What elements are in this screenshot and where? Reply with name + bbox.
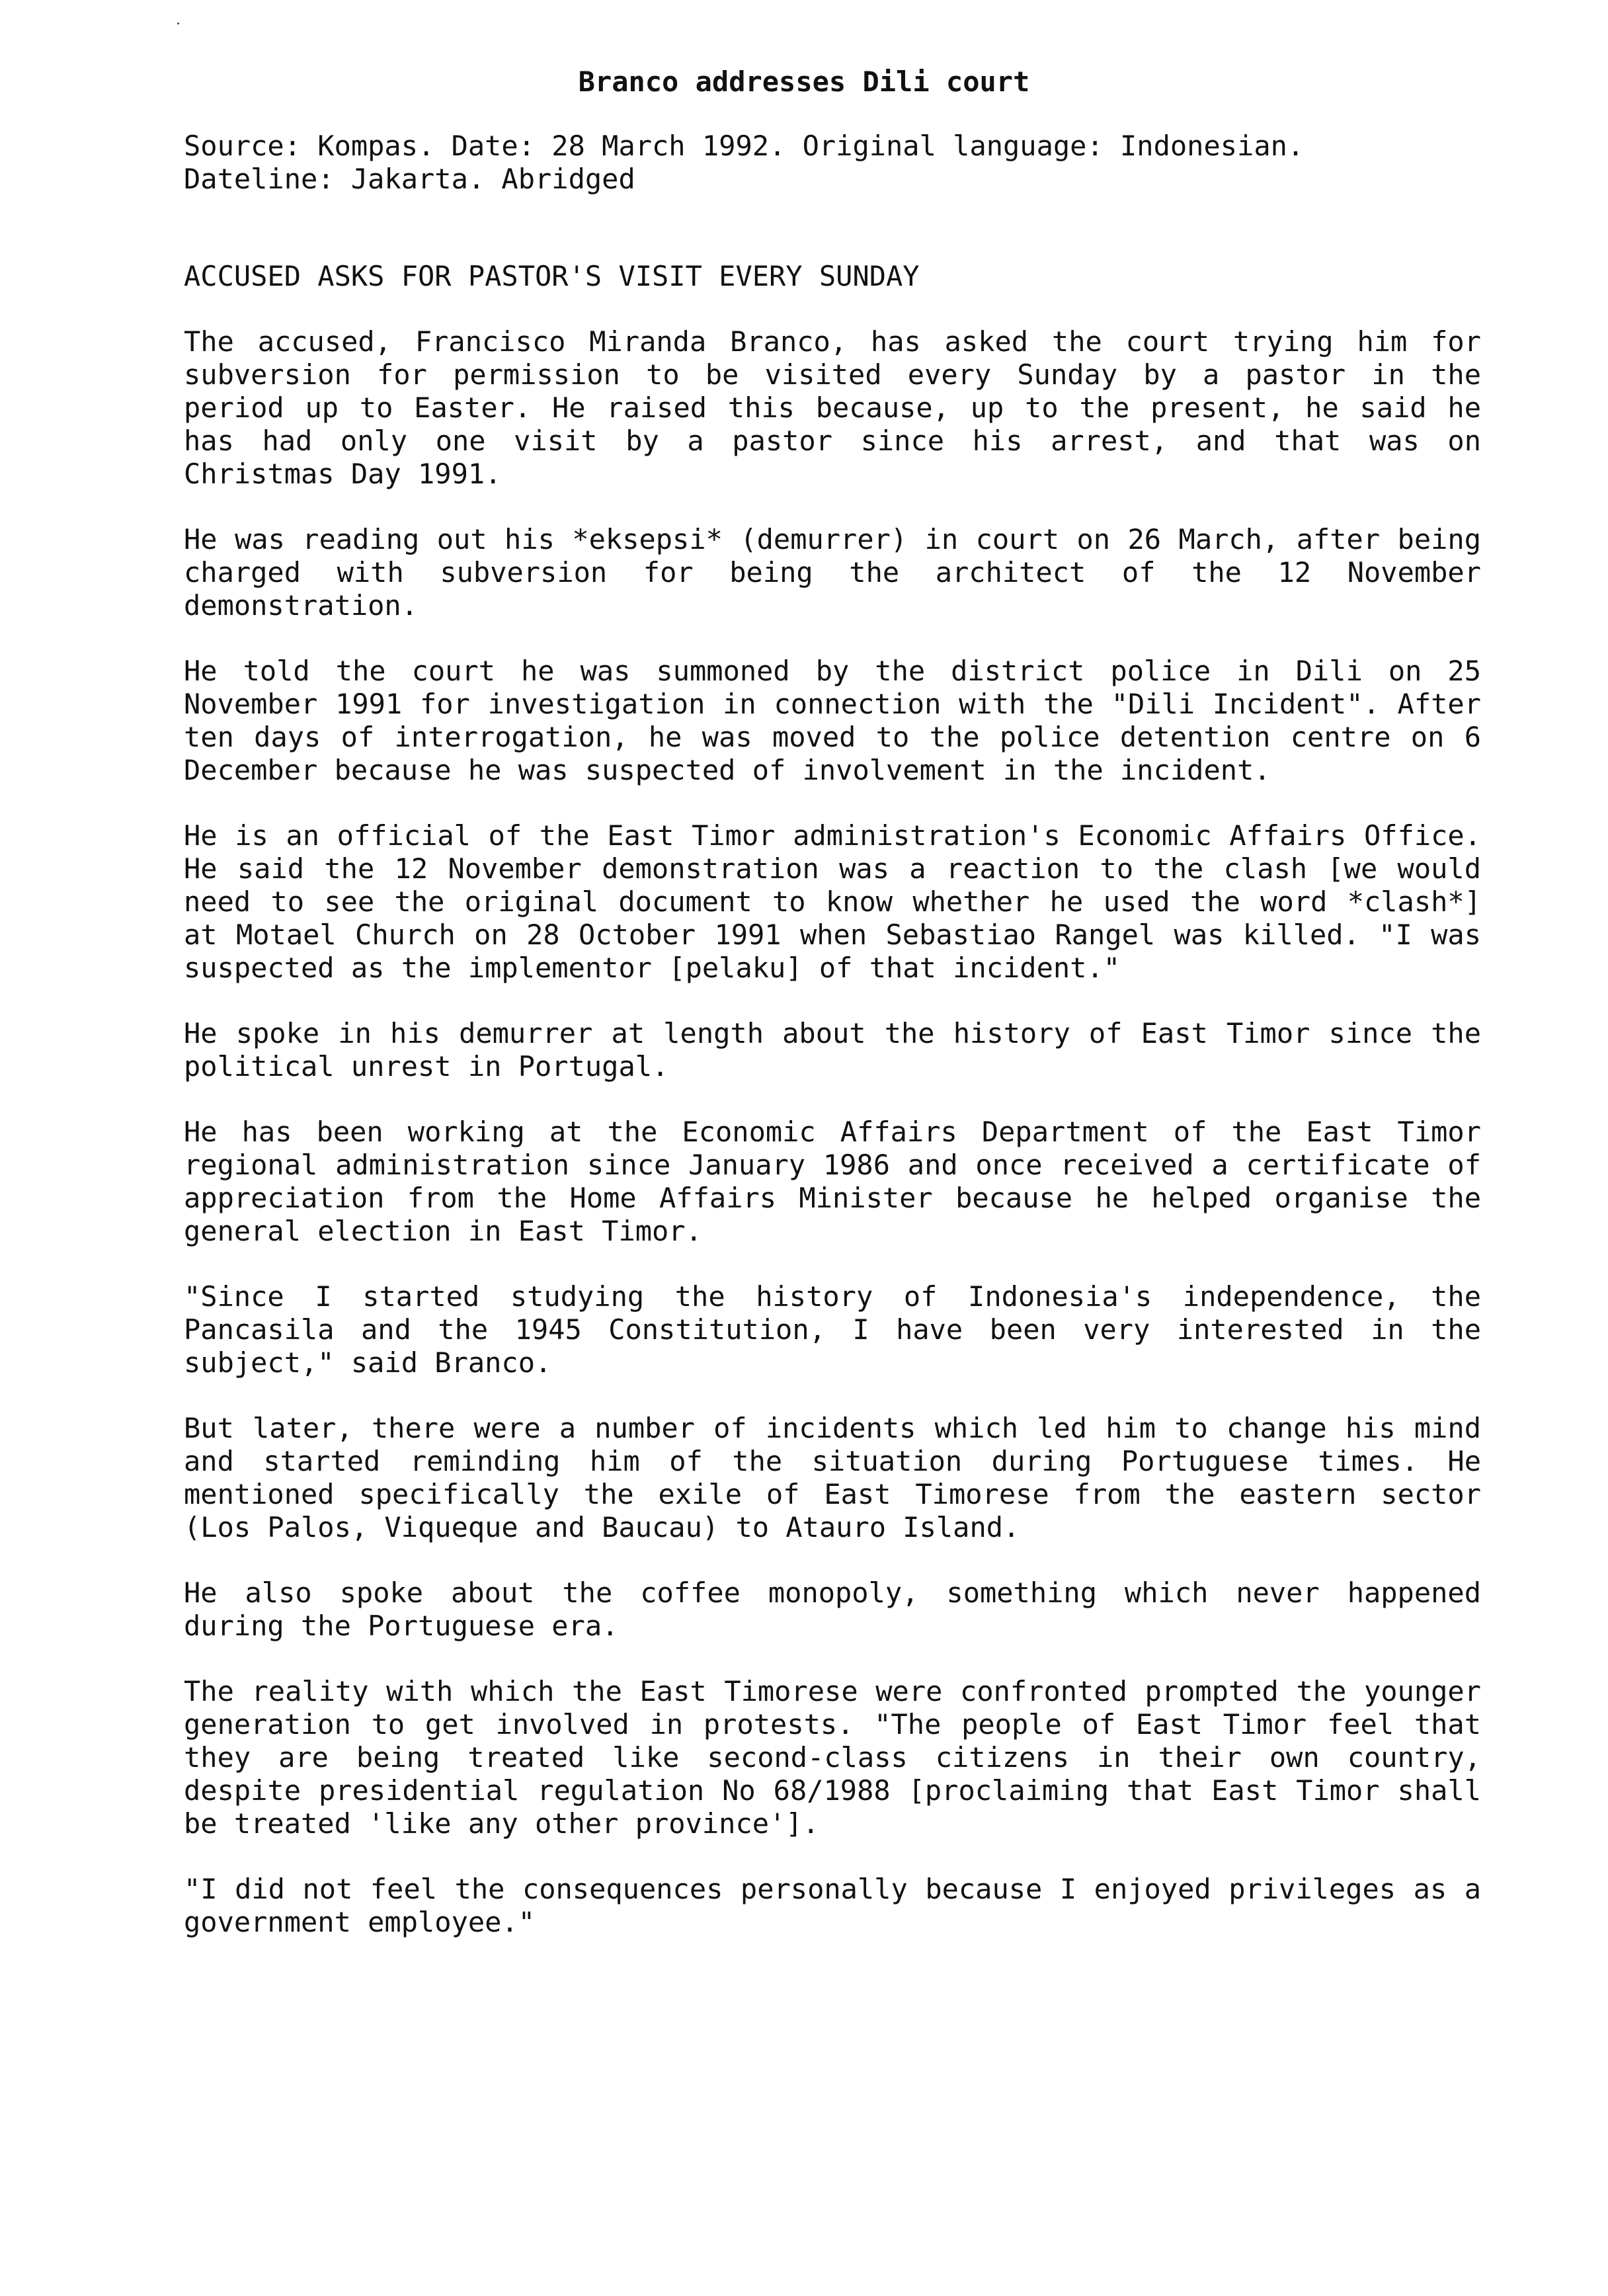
source-line [184,130,1481,196]
document-title: Branco addresses Dili court [578,65,1030,98]
scan-speck [177,22,179,24]
paragraph: But later, there were a number of incidents which led him to change his mind and started reminding him of the situation during Portuguese times. He mentioned specifically the exile of East Timorese from the eastern sector (Los Palos, Viqueque and Baucau) to Atauro Island. [184,1412,1481,1543]
paragraph: He told the court he was summoned by the district police in Dili on 25 November 1991 for investigation in connection with the "Dili Incident". After ten days of interrogation, he was moved to the police detention centre on 6 December because he was suspected of involvement in the incident. [184,655,1481,786]
paragraph: He also spoke about the coffee monopoly, something which never happened during the Portuguese era. [184,1577,1481,1642]
document-body [184,130,1481,1971]
paragraph: "I did not feel the consequences personally because I enjoyed privileges as a government employee." [184,1873,1481,1938]
paragraph: "Since I started studying the history of Indonesia's independence, the Pancasila and the 1945 Constitution, I have been very interested in the subject," said Branco. [184,1280,1481,1379]
source-line-1: Source: Kompas. Date: 28 March 1992. Original language: Indonesian. [184,130,1305,162]
article-heading: ACCUSED ASKS FOR PASTOR'S VISIT EVERY SUNDAY [184,260,920,292]
paragraph: He was reading out his *eksepsi* (demurrer) in court on 26 March, after being charged with subversion for being the architect of the 12 November demonstration. [184,523,1481,622]
source-line-2: Dateline: Jakarta. Abridged [184,163,635,195]
paragraph: He spoke in his demurrer at length about the history of East Timor since the political unrest in Portugal. [184,1017,1481,1083]
paragraph: He has been working at the Economic Affairs Department of the East Timor regional administration since January 1986 and once received a certificate of appreciation from the Home Affairs Minister because he helped organise the general election in East Timor. [184,1116,1481,1247]
paragraph: The accused, Francisco Miranda Branco, has asked the court trying him for subversion for permission to be visited every Sunday by a pastor in the period up to Easter. He raised this because, up to the present, he said he has had only one visit by a pastor since his arrest, and that was on Christmas Day 1991. [184,325,1481,490]
paragraph: He is an official of the East Timor administration's Economic Affairs Office. He said the 12 November demonstration was a reaction to the clash [we would need to see the original document to know whether he used the word *clash*] at Motael Church on 28 October 1991 when Sebastiao Rangel was killed. "I was suspected as the implementor [pelaku] of that incident." [184,819,1481,984]
paragraph: The reality with which the East Timorese were confronted prompted the younger generation to get involved in protests. "The people of East Timor feel that they are being treated like second-class citizens in their own country, despite presidential regulation No 68/1988 [proclaiming that East Timor shall be treated 'like any other province']. [184,1675,1481,1840]
